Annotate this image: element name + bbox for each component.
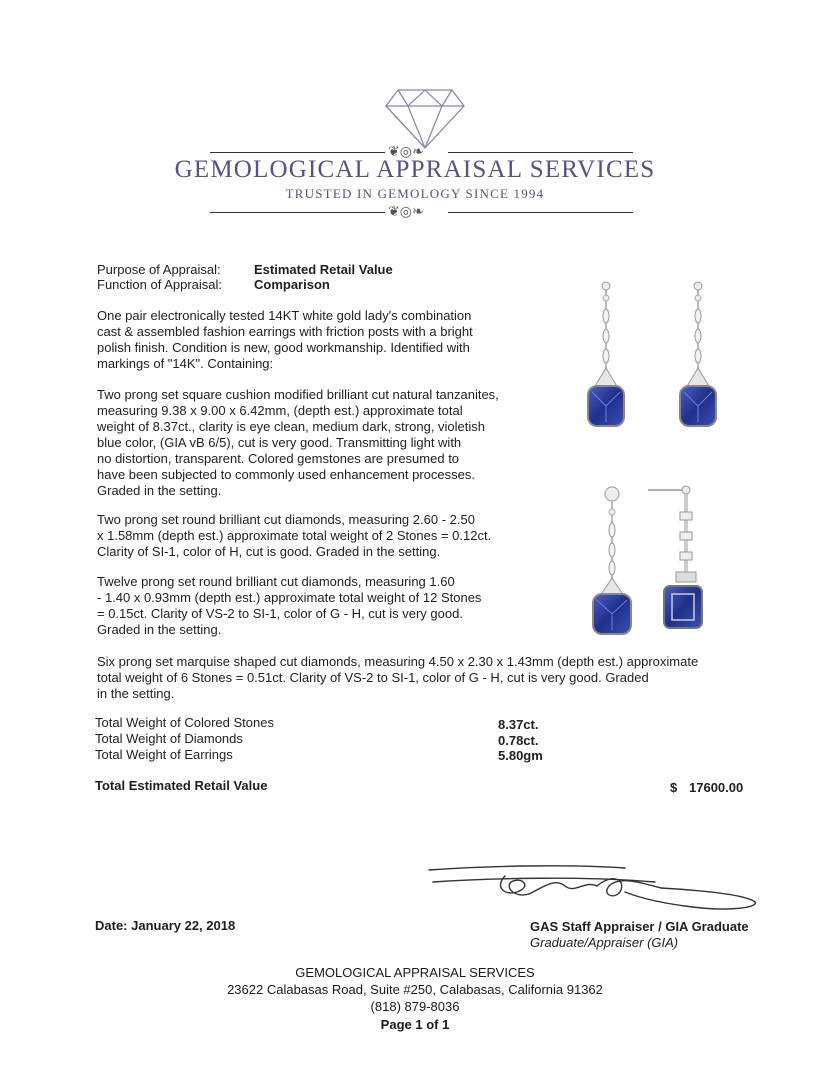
description-paragraph-5 (97, 654, 737, 702)
function-value: Comparison (254, 277, 330, 292)
description-paragraph-1 (97, 308, 527, 372)
earring-left (593, 487, 631, 634)
paragraph-line: have been subjected to commonly used enhancement processes. (97, 467, 475, 482)
total-retail-value-label: Total Estimated Retail Value (95, 778, 268, 793)
appraisal-date: Date: January 22, 2018 (95, 918, 236, 933)
total-retail-value: 17600.00 (689, 780, 744, 795)
header-rule-bottom-right (448, 212, 633, 213)
header-rule-top-left (210, 152, 385, 153)
earrings-side-photo (580, 482, 730, 652)
page-number: Page 1 of 1 (380, 1017, 450, 1032)
company-tagline: TRUSTED IN GEMOLOGY SINCE 1994 (285, 186, 545, 201)
description-paragraph-4 (97, 574, 527, 638)
header-rule-top-right (448, 152, 633, 153)
paragraph-line: markings of "14K". Containing: (97, 356, 274, 371)
earring-right (680, 282, 716, 426)
paragraph-line: Clarity of SI-1, color of H, cut is good. Graded in the setting. (97, 544, 441, 559)
paragraph-line: cast & assembled fashion earrings with friction posts with a bright (97, 324, 473, 339)
total-colored-stones-label: Total Weight of Colored Stones (95, 715, 274, 730)
total-earrings-weight-label: Total Weight of Earrings (95, 747, 233, 762)
paragraph-line: polish finish. Condition is new, good workmanship. Identified with (97, 340, 470, 355)
paragraph-line: Graded in the setting. (97, 622, 222, 637)
footer-company: GEMOLOGICAL APPRAISAL SERVICES (295, 965, 535, 980)
paragraph-line: measuring 9.38 x 9.00 x 6.42mm, (depth est.) approximate total (97, 403, 463, 418)
earring-right (648, 486, 702, 628)
earring-left (588, 282, 624, 426)
paragraph-line: weight of 8.37ct., clarity is eye clean, medium dark, strong, violetish (97, 419, 486, 434)
paragraph-line: Two prong set square cushion modified brilliant cut natural tanzanites, (97, 387, 499, 402)
purpose-label: Purpose of Appraisal: (97, 262, 221, 277)
paragraph-line: x 1.58mm (depth est.) approximate total weight of 2 Stones = 0.12ct. (97, 528, 492, 543)
paragraph-line: blue color, (GIA vB 6/5), cut is very good. Transmitting light with (97, 435, 462, 450)
paragraph-line: One pair electronically tested 14KT white gold lady's combination (97, 308, 472, 323)
scroll-ornament-icon: ❦◎❧ (388, 143, 424, 159)
appraiser-signature (425, 856, 760, 926)
paragraph-line: - 1.40 x 0.93mm (depth est.) approximate total weight of 12 Stones (97, 590, 482, 605)
paragraph-line: no distortion, transparent. Colored gemstones are presumed to (97, 451, 460, 466)
scroll-ornament-icon: ❦◎❧ (388, 203, 424, 219)
earrings-front-photo (582, 278, 728, 438)
total-diamonds-value: 0.78ct. (498, 733, 539, 748)
paragraph-line: = 0.15ct. Clarity of VS-2 to SI-1, color of G - H, cut is very good. (97, 606, 463, 621)
total-colored-stones-value: 8.37ct. (498, 717, 539, 732)
currency-symbol: $ (670, 780, 678, 795)
total-diamonds-label: Total Weight of Diamonds (95, 731, 243, 746)
description-paragraph-2 (97, 387, 527, 499)
paragraph-line: Twelve prong set round brilliant cut diamonds, measuring 1.60 (97, 574, 455, 589)
paragraph-line: Graded in the setting. (97, 483, 222, 498)
footer-phone: (818) 879-8036 (370, 999, 460, 1014)
appraiser-subtitle: Graduate/Appraiser (GIA) (530, 935, 679, 950)
paragraph-line: in the setting. (97, 686, 175, 701)
header-rule-bottom-left (210, 212, 385, 213)
paragraph-line: total weight of 6 Stones = 0.51ct. Clarity of VS-2 to SI-1, color of G - H, cut is very good. Graded (97, 670, 649, 685)
diamond-logo-icon (384, 88, 466, 150)
footer-address: 23622 Calabasas Road, Suite #250, Calabasas, California 91362 (227, 982, 603, 997)
paragraph-line: Six prong set marquise shaped cut diamonds, measuring 4.50 x 2.30 x 1.43mm (depth est.) approximate (97, 654, 699, 669)
total-earrings-weight-value: 5.80gm (498, 748, 543, 763)
appraiser-title: GAS Staff Appraiser / GIA Graduate (530, 919, 749, 934)
description-paragraph-3 (97, 512, 527, 560)
company-title: GEMOLOGICAL APPRAISAL SERVICES (174, 156, 656, 183)
purpose-value: Estimated Retail Value (254, 262, 393, 277)
function-label: Function of Appraisal: (97, 277, 223, 292)
paragraph-line: Two prong set round brilliant cut diamonds, measuring 2.60 - 2.50 (97, 512, 475, 527)
